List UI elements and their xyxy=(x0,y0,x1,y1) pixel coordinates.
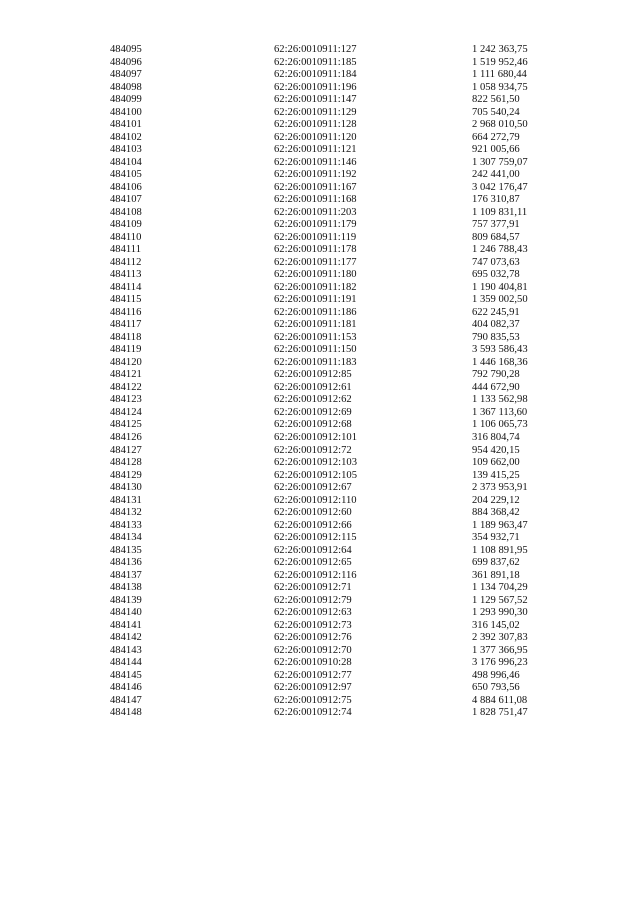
cadastral-number: 62:26:0010912:70 xyxy=(274,644,352,656)
cadastral-number: 62:26:0010911:146 xyxy=(274,156,357,168)
table-row xyxy=(0,507,640,520)
cadastral-number: 62:26:0010912:68 xyxy=(274,419,352,431)
cadastral-number: 62:26:0010912:72 xyxy=(274,444,352,456)
cadastral-number: 62:26:0010912:63 xyxy=(274,607,352,619)
table-row xyxy=(0,407,640,420)
table-row xyxy=(0,582,640,595)
cadastral-number: 62:26:0010911:178 xyxy=(274,244,357,256)
record-number: 484108 xyxy=(110,206,142,218)
cadastral-number: 62:26:0010911:147 xyxy=(274,94,357,106)
cadastral-value: 1 367 113,60 xyxy=(472,406,528,418)
cadastral-number: 62:26:0010912:101 xyxy=(274,431,357,443)
cadastral-value: 404 082,37 xyxy=(472,319,520,331)
cadastral-value: 444 672,90 xyxy=(472,381,520,393)
record-number: 484117 xyxy=(110,319,142,331)
cadastral-value: 176 310,87 xyxy=(472,194,520,206)
cadastral-value: 316 804,74 xyxy=(472,431,520,443)
cadastral-value: 664 272,79 xyxy=(472,131,520,143)
table-row xyxy=(0,182,640,195)
cadastral-number: 62:26:0010911:182 xyxy=(274,281,357,293)
cadastral-value: 2 373 953,91 xyxy=(472,482,528,494)
cadastral-number: 62:26:0010912:103 xyxy=(274,457,357,469)
cadastral-number: 62:26:0010912:62 xyxy=(274,394,352,406)
record-number: 484098 xyxy=(110,81,142,93)
cadastral-value: 1 359 002,50 xyxy=(472,294,528,306)
record-number: 484102 xyxy=(110,131,142,143)
cadastral-value: 498 996,46 xyxy=(472,669,520,681)
cadastral-number: 62:26:0010911:179 xyxy=(274,219,357,231)
cadastral-value: 139 415,25 xyxy=(472,469,520,481)
cadastral-number: 62:26:0010911:203 xyxy=(274,206,357,218)
cadastral-value: 1 293 990,30 xyxy=(472,607,528,619)
table-row xyxy=(0,495,640,508)
cadastral-number: 62:26:0010911:127 xyxy=(274,44,357,55)
record-number: 484138 xyxy=(110,582,142,594)
record-number: 484146 xyxy=(110,682,142,694)
cadastral-number: 62:26:0010912:74 xyxy=(274,707,352,719)
cadastral-value: 1 246 788,43 xyxy=(472,244,528,256)
record-number: 484143 xyxy=(110,644,142,656)
cadastral-value: 1 377 366,95 xyxy=(472,644,528,656)
table-row xyxy=(0,44,640,57)
cadastral-number: 62:26:0010911:120 xyxy=(274,131,357,143)
record-number: 484141 xyxy=(110,619,142,631)
cadastral-value: 650 793,56 xyxy=(472,682,520,694)
record-number: 484148 xyxy=(110,707,142,719)
cadastral-value: 361 891,18 xyxy=(472,569,520,581)
table-row xyxy=(0,419,640,432)
cadastral-value: 109 662,00 xyxy=(472,457,520,469)
record-number: 484134 xyxy=(110,532,142,544)
cadastral-number: 62:26:0010911:191 xyxy=(274,294,357,306)
cadastral-value: 242 441,00 xyxy=(472,169,520,181)
table-row xyxy=(0,695,640,708)
table-row xyxy=(0,632,640,645)
table-row xyxy=(0,282,640,295)
record-number: 484136 xyxy=(110,557,142,569)
table-row xyxy=(0,69,640,82)
cadastral-number: 62:26:0010912:116 xyxy=(274,569,357,581)
cadastral-value-table xyxy=(0,44,640,720)
table-row xyxy=(0,194,640,207)
cadastral-value: 695 032,78 xyxy=(472,269,520,281)
record-number: 484145 xyxy=(110,669,142,681)
table-row xyxy=(0,244,640,257)
record-number: 484097 xyxy=(110,69,142,81)
record-number: 484147 xyxy=(110,694,142,706)
table-row xyxy=(0,107,640,120)
cadastral-value: 1 446 168,36 xyxy=(472,356,528,368)
cadastral-number: 62:26:0010911:180 xyxy=(274,269,357,281)
table-row xyxy=(0,620,640,633)
record-number: 484127 xyxy=(110,444,142,456)
cadastral-value: 2 968 010,50 xyxy=(472,119,528,131)
cadastral-value: 822 561,50 xyxy=(472,94,520,106)
record-number: 484133 xyxy=(110,519,142,531)
cadastral-number: 62:26:0010911:168 xyxy=(274,194,357,206)
cadastral-number: 62:26:0010911:128 xyxy=(274,119,357,131)
record-number: 484119 xyxy=(110,344,142,356)
table-row xyxy=(0,319,640,332)
cadastral-value: 1 190 404,81 xyxy=(472,281,528,293)
cadastral-value: 790 835,53 xyxy=(472,331,520,343)
cadastral-value: 1 108 891,95 xyxy=(472,544,528,556)
cadastral-value: 3 593 586,43 xyxy=(472,344,528,356)
table-row xyxy=(0,532,640,545)
cadastral-value: 1 129 567,52 xyxy=(472,594,528,606)
cadastral-value: 622 245,91 xyxy=(472,306,520,318)
table-row xyxy=(0,57,640,70)
record-number: 484101 xyxy=(110,119,142,131)
cadastral-number: 62:26:0010912:60 xyxy=(274,507,352,519)
table-row xyxy=(0,595,640,608)
cadastral-value: 3 176 996,23 xyxy=(472,657,528,669)
cadastral-value: 792 790,28 xyxy=(472,369,520,381)
cadastral-number: 62:26:0010912:65 xyxy=(274,557,352,569)
cadastral-value: 316 145,02 xyxy=(472,619,520,631)
table-row xyxy=(0,645,640,658)
table-row xyxy=(0,357,640,370)
record-number: 484120 xyxy=(110,356,142,368)
cadastral-number: 62:26:0010912:61 xyxy=(274,381,352,393)
cadastral-value: 921 005,66 xyxy=(472,144,520,156)
cadastral-number: 62:26:0010912:69 xyxy=(274,406,352,418)
table-row xyxy=(0,457,640,470)
cadastral-number: 62:26:0010912:97 xyxy=(274,682,352,694)
cadastral-number: 62:26:0010911:185 xyxy=(274,56,357,68)
table-row xyxy=(0,307,640,320)
table-row xyxy=(0,445,640,458)
cadastral-value: 1 307 759,07 xyxy=(472,156,528,168)
cadastral-number: 62:26:0010912:77 xyxy=(274,669,352,681)
table-row xyxy=(0,394,640,407)
cadastral-value: 4 884 611,08 xyxy=(472,694,528,706)
table-row xyxy=(0,657,640,670)
cadastral-value: 354 932,71 xyxy=(472,532,520,544)
cadastral-number: 62:26:0010911:177 xyxy=(274,256,357,268)
table-row xyxy=(0,207,640,220)
table-row xyxy=(0,269,640,282)
cadastral-number: 62:26:0010911:181 xyxy=(274,319,357,331)
record-number: 484142 xyxy=(110,632,142,644)
cadastral-number: 62:26:0010911:186 xyxy=(274,306,357,318)
record-number: 484144 xyxy=(110,657,142,669)
table-row xyxy=(0,144,640,157)
cadastral-number: 62:26:0010912:71 xyxy=(274,582,352,594)
table-row xyxy=(0,470,640,483)
cadastral-value: 747 073,63 xyxy=(472,256,520,268)
record-number: 484110 xyxy=(110,231,142,243)
table-row xyxy=(0,94,640,107)
table-row xyxy=(0,382,640,395)
cadastral-number: 62:26:0010911:153 xyxy=(274,331,357,343)
cadastral-value: 1 106 065,73 xyxy=(472,419,528,431)
record-number: 484113 xyxy=(110,269,142,281)
cadastral-value: 1 133 562,98 xyxy=(472,394,528,406)
table-row xyxy=(0,682,640,695)
record-number: 484096 xyxy=(110,56,142,68)
cadastral-number: 62:26:0010912:76 xyxy=(274,632,352,644)
record-number: 484100 xyxy=(110,106,142,118)
record-number: 484129 xyxy=(110,469,142,481)
record-number: 484130 xyxy=(110,482,142,494)
cadastral-number: 62:26:0010911:167 xyxy=(274,181,357,193)
record-number: 484103 xyxy=(110,144,142,156)
cadastral-number: 62:26:0010910:28 xyxy=(274,657,352,669)
record-number: 484112 xyxy=(110,256,142,268)
cadastral-number: 62:26:0010912:66 xyxy=(274,519,352,531)
table-row xyxy=(0,520,640,533)
record-number: 484111 xyxy=(110,244,141,256)
record-number: 484104 xyxy=(110,156,142,168)
table-row xyxy=(0,219,640,232)
cadastral-value: 809 684,57 xyxy=(472,231,520,243)
record-number: 484116 xyxy=(110,306,142,318)
table-row xyxy=(0,332,640,345)
table-row xyxy=(0,369,640,382)
table-row xyxy=(0,432,640,445)
table-row xyxy=(0,132,640,145)
cadastral-value: 1 828 751,47 xyxy=(472,707,528,719)
cadastral-value: 1 519 952,46 xyxy=(472,56,528,68)
cadastral-number: 62:26:0010912:115 xyxy=(274,532,357,544)
record-number: 484099 xyxy=(110,94,142,106)
record-number: 484106 xyxy=(110,181,142,193)
cadastral-number: 62:26:0010911:184 xyxy=(274,69,357,81)
record-number: 484118 xyxy=(110,331,142,343)
record-number: 484125 xyxy=(110,419,142,431)
cadastral-value: 757 377,91 xyxy=(472,219,520,231)
table-row xyxy=(0,157,640,170)
cadastral-value: 2 392 307,83 xyxy=(472,632,528,644)
table-row xyxy=(0,670,640,683)
cadastral-number: 62:26:0010911:192 xyxy=(274,169,357,181)
record-number: 484123 xyxy=(110,394,142,406)
record-number: 484122 xyxy=(110,381,142,393)
table-row xyxy=(0,570,640,583)
cadastral-value: 1 109 831,11 xyxy=(472,206,528,218)
cadastral-number: 62:26:0010912:75 xyxy=(274,694,352,706)
cadastral-value: 705 540,24 xyxy=(472,106,520,118)
cadastral-value: 204 229,12 xyxy=(472,494,520,506)
record-number: 484137 xyxy=(110,569,142,581)
cadastral-value: 1 134 704,29 xyxy=(472,582,528,594)
cadastral-number: 62:26:0010912:85 xyxy=(274,369,352,381)
cadastral-number: 62:26:0010912:110 xyxy=(274,494,357,506)
cadastral-number: 62:26:0010911:121 xyxy=(274,144,357,156)
table-row xyxy=(0,607,640,620)
cadastral-value: 1 058 934,75 xyxy=(472,81,528,93)
record-number: 484115 xyxy=(110,294,142,306)
table-row xyxy=(0,119,640,132)
record-number: 484135 xyxy=(110,544,142,556)
cadastral-number: 62:26:0010911:119 xyxy=(274,231,357,243)
cadastral-number: 62:26:0010911:196 xyxy=(274,81,357,93)
record-number: 484124 xyxy=(110,406,142,418)
cadastral-value: 954 420,15 xyxy=(472,444,520,456)
cadastral-value: 1 242 363,75 xyxy=(472,44,528,55)
record-number: 484139 xyxy=(110,594,142,606)
cadastral-number: 62:26:0010912:64 xyxy=(274,544,352,556)
record-number: 484114 xyxy=(110,281,142,293)
table-row xyxy=(0,257,640,270)
cadastral-number: 62:26:0010912:73 xyxy=(274,619,352,631)
record-number: 484095 xyxy=(110,44,142,55)
cadastral-value: 699 837,62 xyxy=(472,557,520,569)
record-number: 484131 xyxy=(110,494,142,506)
record-number: 484109 xyxy=(110,219,142,231)
cadastral-number: 62:26:0010912:79 xyxy=(274,594,352,606)
table-row xyxy=(0,82,640,95)
table-row xyxy=(0,232,640,245)
cadastral-number: 62:26:0010912:67 xyxy=(274,482,352,494)
record-number: 484126 xyxy=(110,431,142,443)
cadastral-value: 884 368,42 xyxy=(472,507,520,519)
table-row xyxy=(0,557,640,570)
table-row xyxy=(0,707,640,720)
record-number: 484132 xyxy=(110,507,142,519)
table-row xyxy=(0,294,640,307)
table-row xyxy=(0,482,640,495)
cadastral-number: 62:26:0010911:183 xyxy=(274,356,357,368)
cadastral-number: 62:26:0010911:150 xyxy=(274,344,357,356)
cadastral-value: 1 111 680,44 xyxy=(472,69,527,81)
record-number: 484140 xyxy=(110,607,142,619)
cadastral-number: 62:26:0010911:129 xyxy=(274,106,357,118)
record-number: 484105 xyxy=(110,169,142,181)
table-row xyxy=(0,344,640,357)
table-row xyxy=(0,545,640,558)
record-number: 484107 xyxy=(110,194,142,206)
record-number: 484128 xyxy=(110,457,142,469)
cadastral-value: 1 189 963,47 xyxy=(472,519,528,531)
cadastral-number: 62:26:0010912:105 xyxy=(274,469,357,481)
cadastral-value: 3 042 176,47 xyxy=(472,181,528,193)
record-number: 484121 xyxy=(110,369,142,381)
table-row xyxy=(0,169,640,182)
